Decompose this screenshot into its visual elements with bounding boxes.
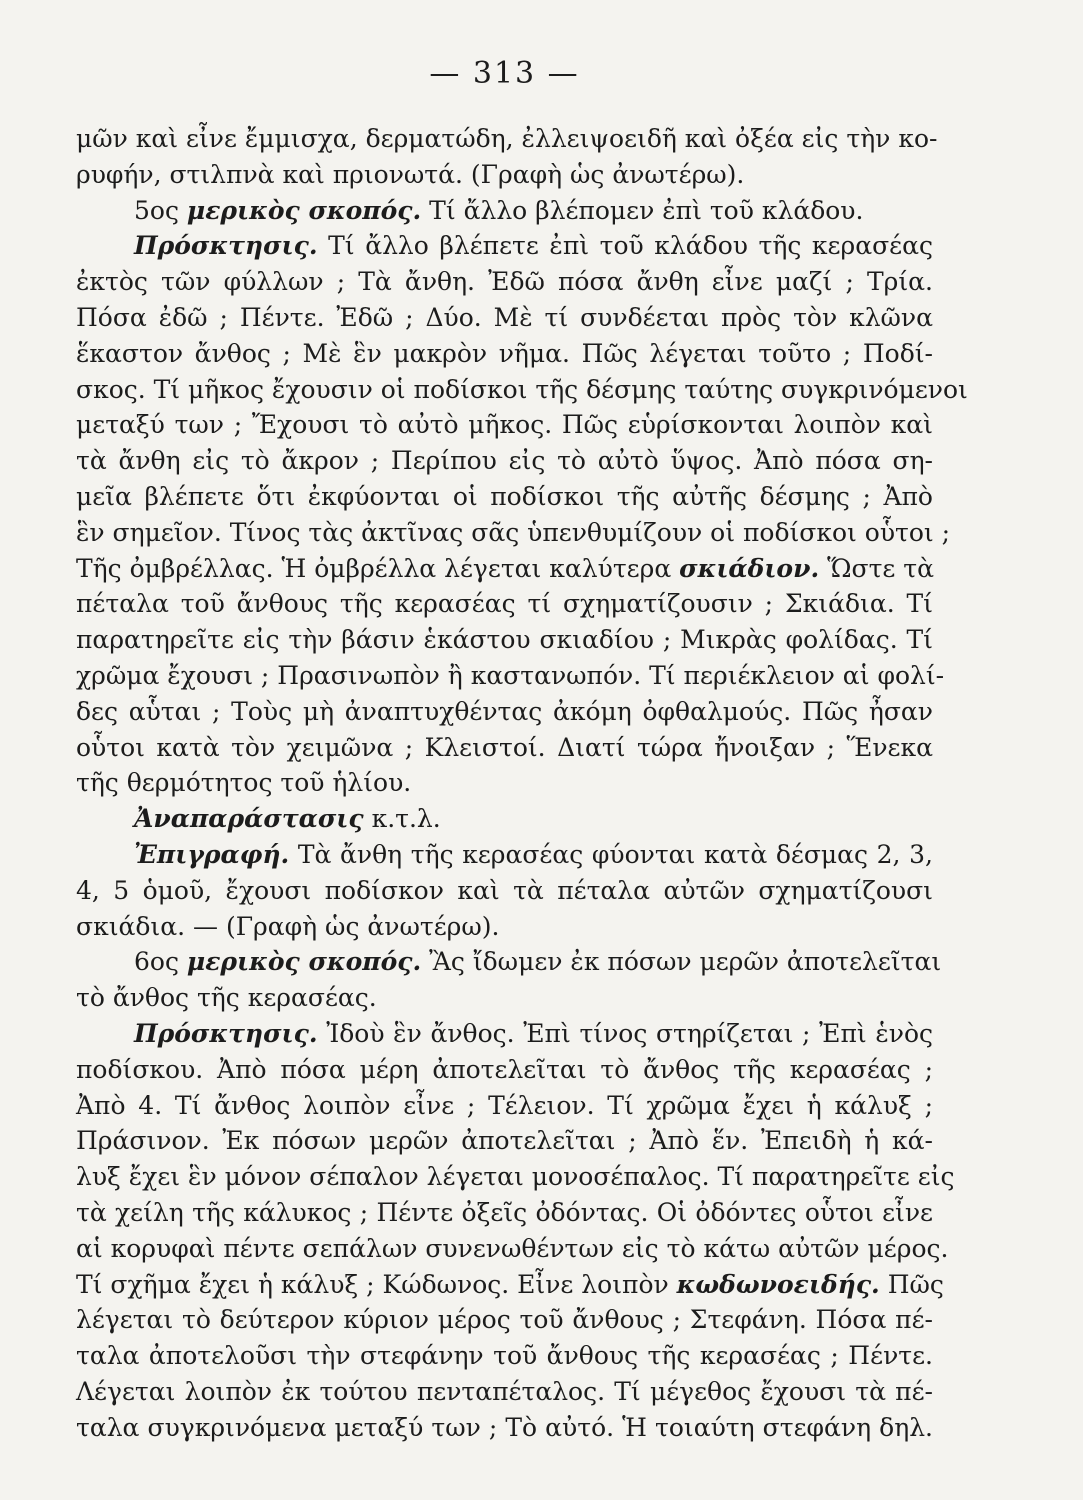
text-line [76,1159,955,1195]
bold-term: Ἐπιγραφή. [134,839,290,869]
text-run: ταλα συγκρινόμενα μεταξύ των ; Τὸ αὐτό. Ἡ τοιαύτη στεφάνη δηλ. [76,1412,933,1442]
text-line [76,1123,933,1159]
text-run: ρυφήν, στιλπνὰ καὶ πριονωτά. (Γραφὴ ὡς ἀνωτέρω). [76,159,745,189]
text-line [76,193,933,229]
text-run: αἱ κορυφαὶ πέντε σεπάλων συνενωθέντων εἰς τὸ κάτω αὐτῶν μέρος. [76,1233,949,1263]
text-run: χρῶμα ἔχουσι ; Πρασινωπὸν ἢ καστανωπόν. Τί περιέκλειον αἱ φολί- [76,660,945,690]
text-line [76,765,933,801]
text-run: δες αὗται ; Τοὺς μὴ ἀναπτυχθέντας ἀκόμη ὀφθαλμούς. Πῶς ἦσαν [76,696,933,726]
text-line [76,1016,933,1052]
text-run: ἓν σημεῖον. Τίνος τὰς ἀκτῖνας σᾶς ὑπενθυμίζουν οἱ ποδίσκοι οὗτοι ; [76,517,951,547]
text-run: οὗτοι κατὰ τὸν χειμῶνα ; Κλειστοί. Διατί τώρα ἤνοιξαν ; Ἕνεκα [76,732,933,762]
text-line [76,300,933,336]
text-run: Πῶς [879,1269,944,1299]
text-line [76,1338,933,1374]
page-number: — 313 — [429,56,580,91]
text-run: λυξ ἔχει ἓν μόνον σέπαλον λέγεται μονοσέπαλος. Τί παρατηρεῖτε εἰς [76,1162,955,1192]
text-line [76,443,933,479]
text-run: σκιάδια. — (Γραφὴ ὡς ἀνωτέρω). [76,911,500,941]
text-line [76,515,951,551]
bold-term: Ἀναπαράστασις [134,804,364,834]
text-line [76,1374,933,1410]
text-line [76,1267,944,1303]
text-line [76,479,933,515]
text-run: 6ος [134,947,187,977]
text-run: μεταξύ των ; Ἔχουσι τὸ αὐτὸ μῆκος. Πῶς εὑρίσκονται λοιπὸν καὶ [76,410,933,440]
text-run: ποδίσκου. Ἀπὸ πόσα μέρη ἀποτελεῖται τὸ ἄνθος τῆς κερασέας ; [76,1054,933,1084]
bold-term: Πρόσκτησις. [134,231,318,261]
text-run: μεῖα βλέπετε ὅτι ἐκφύονται οἱ ποδίσκοι τῆς αὐτῆς δέσμης ; Ἀπὸ [76,481,933,511]
text-line [76,157,933,193]
text-line [76,622,933,658]
text-run: Πόσα ἐδῶ ; Πέντε. Ἐδῶ ; Δύο. Μὲ τί συνδέεται πρὸς τὸν κλῶνα [76,302,933,332]
text-line [76,336,933,372]
text-line [76,909,933,945]
text-run: ἐκτὸς τῶν φύλλων ; Τὰ ἄνθη. Ἐδῶ πόσα ἄνθη εἶνε μαζί ; Τρία. [76,267,933,297]
bold-term: μερικὸς σκοπός. [186,947,422,977]
text-run: Τὰ ἄνθη τῆς κερασέας φύονται κατὰ δέσμας 2, 3, [289,839,933,869]
text-run: σκος. Τί μῆκος ἔχουσιν οἱ ποδίσκοι τῆς δέσμης ταύτης συγκρινόμενοι [76,374,968,404]
text-line [76,1195,933,1231]
text-run: πέταλα τοῦ ἄνθους τῆς κερασέας τί σχηματίζουσιν ; Σκιάδια. Τί [76,589,933,619]
text-line [76,228,933,264]
text-run: Τί ἄλλο βλέπομεν ἐπὶ τοῦ κλάδου. [421,195,864,225]
text-run: Τί σχῆμα ἔχει ἡ κάλυξ ; Κώδωνος. Εἶνε λοιπὸν [76,1269,677,1299]
page-text-body [76,121,968,1445]
text-run: παρατηρεῖτε εἰς τὴν βάσιν ἑκάστου σκιαδίου ; Μικρὰς φολίδας. Τί [76,625,933,655]
text-run: Τί ἄλλο βλέπετε ἐπὶ τοῦ κλάδου τῆς κερασέας [317,231,933,261]
text-run: τὰ ἄνθη εἰς τὸ ἄκρον ; Περίπου εἰς τὸ αὐτὸ ὕψος. Ἀπὸ πόσα ση- [76,446,933,476]
text-run: τὰ χείλη τῆς κάλυκος ; Πέντε ὀξεῖς ὀδόντας. Οἱ ὀδόντες οὗτοι εἶνε [76,1197,933,1227]
text-line [76,1088,933,1124]
text-run: Ἰδοὺ ἓν ἄνθος. Ἐπὶ τίνος στηρίζεται ; Ἐπὶ ἑνὸς [317,1018,933,1048]
text-line [76,1052,933,1088]
text-line [76,980,933,1016]
text-run: Ἂς ἴδωμεν ἐκ πόσων μερῶν ἀποτελεῖται [421,947,942,977]
text-run: κ.τ.λ. [363,804,441,834]
bold-term: σκιάδιον. [679,553,820,583]
text-run: Ὥστε τὰ [819,553,935,583]
text-line [76,1302,933,1338]
bold-term: κωδωνοειδής. [676,1269,880,1299]
text-line [76,730,933,766]
text-run: ἕκαστον ἄνθος ; Μὲ ἓν μακρὸν νῆμα. Πῶς λέγεται τοῦτο ; Ποδί- [76,338,933,368]
text-line [76,264,933,300]
text-line [76,1231,949,1267]
text-line [76,801,933,837]
text-run: Ἀπὸ 4. Τί ἄνθος λοιπὸν εἶνε ; Τέλειον. Τί χρῶμα ἔχει ἡ κάλυξ ; [76,1090,933,1120]
text-line [76,372,968,408]
text-run: 5ος [134,195,187,225]
bold-term: μερικὸς σκοπός. [186,195,422,225]
text-line [76,694,933,730]
text-run: μῶν καὶ εἶνε ἔμμισχα, δερματώδη, ἐλλειψοειδῆ καὶ ὀξέα εἰς τὴν κο- [76,124,938,153]
text-run: λέγεται τὸ δεύτερον κύριον μέρος τοῦ ἄνθους ; Στεφάνη. Πόσα πέ- [76,1305,933,1335]
text-line [76,551,933,587]
text-line [76,121,938,157]
text-run: ταλα ἀποτελοῦσι τὴν στεφάνην τοῦ ἄνθους τῆς κερασέας ; Πέντε. [76,1341,933,1371]
bold-term: Πρόσκτησις. [134,1018,318,1048]
text-line [76,1410,933,1446]
text-line [76,586,933,622]
text-line [76,407,933,443]
text-run: Λέγεται λοιπὸν ἐκ τούτου πενταπέταλος. Τί μέγεθος ἔχουσι τὰ πέ- [76,1376,933,1406]
text-line [76,873,933,909]
text-run: τῆς θερμότητος τοῦ ἡλίου. [76,768,412,798]
text-run: τὸ ἄνθος τῆς κερασέας. [76,983,377,1013]
text-line [76,837,933,873]
text-line [76,658,945,694]
text-run: Τῆς ὀμβρέλλας. Ἡ ὀμβρέλλα λέγεται καλύτερα [76,553,680,583]
text-line [76,944,942,980]
text-run: 4, 5 ὁμοῦ, ἔχουσι ποδίσκον καὶ τὰ πέταλα αὐτῶν σχηματίζουσι [76,875,933,905]
text-run: Πράσινον. Ἐκ πόσων μερῶν ἀποτελεῖται ; Ἀπὸ ἕν. Ἐπειδὴ ἡ κά- [76,1126,933,1156]
